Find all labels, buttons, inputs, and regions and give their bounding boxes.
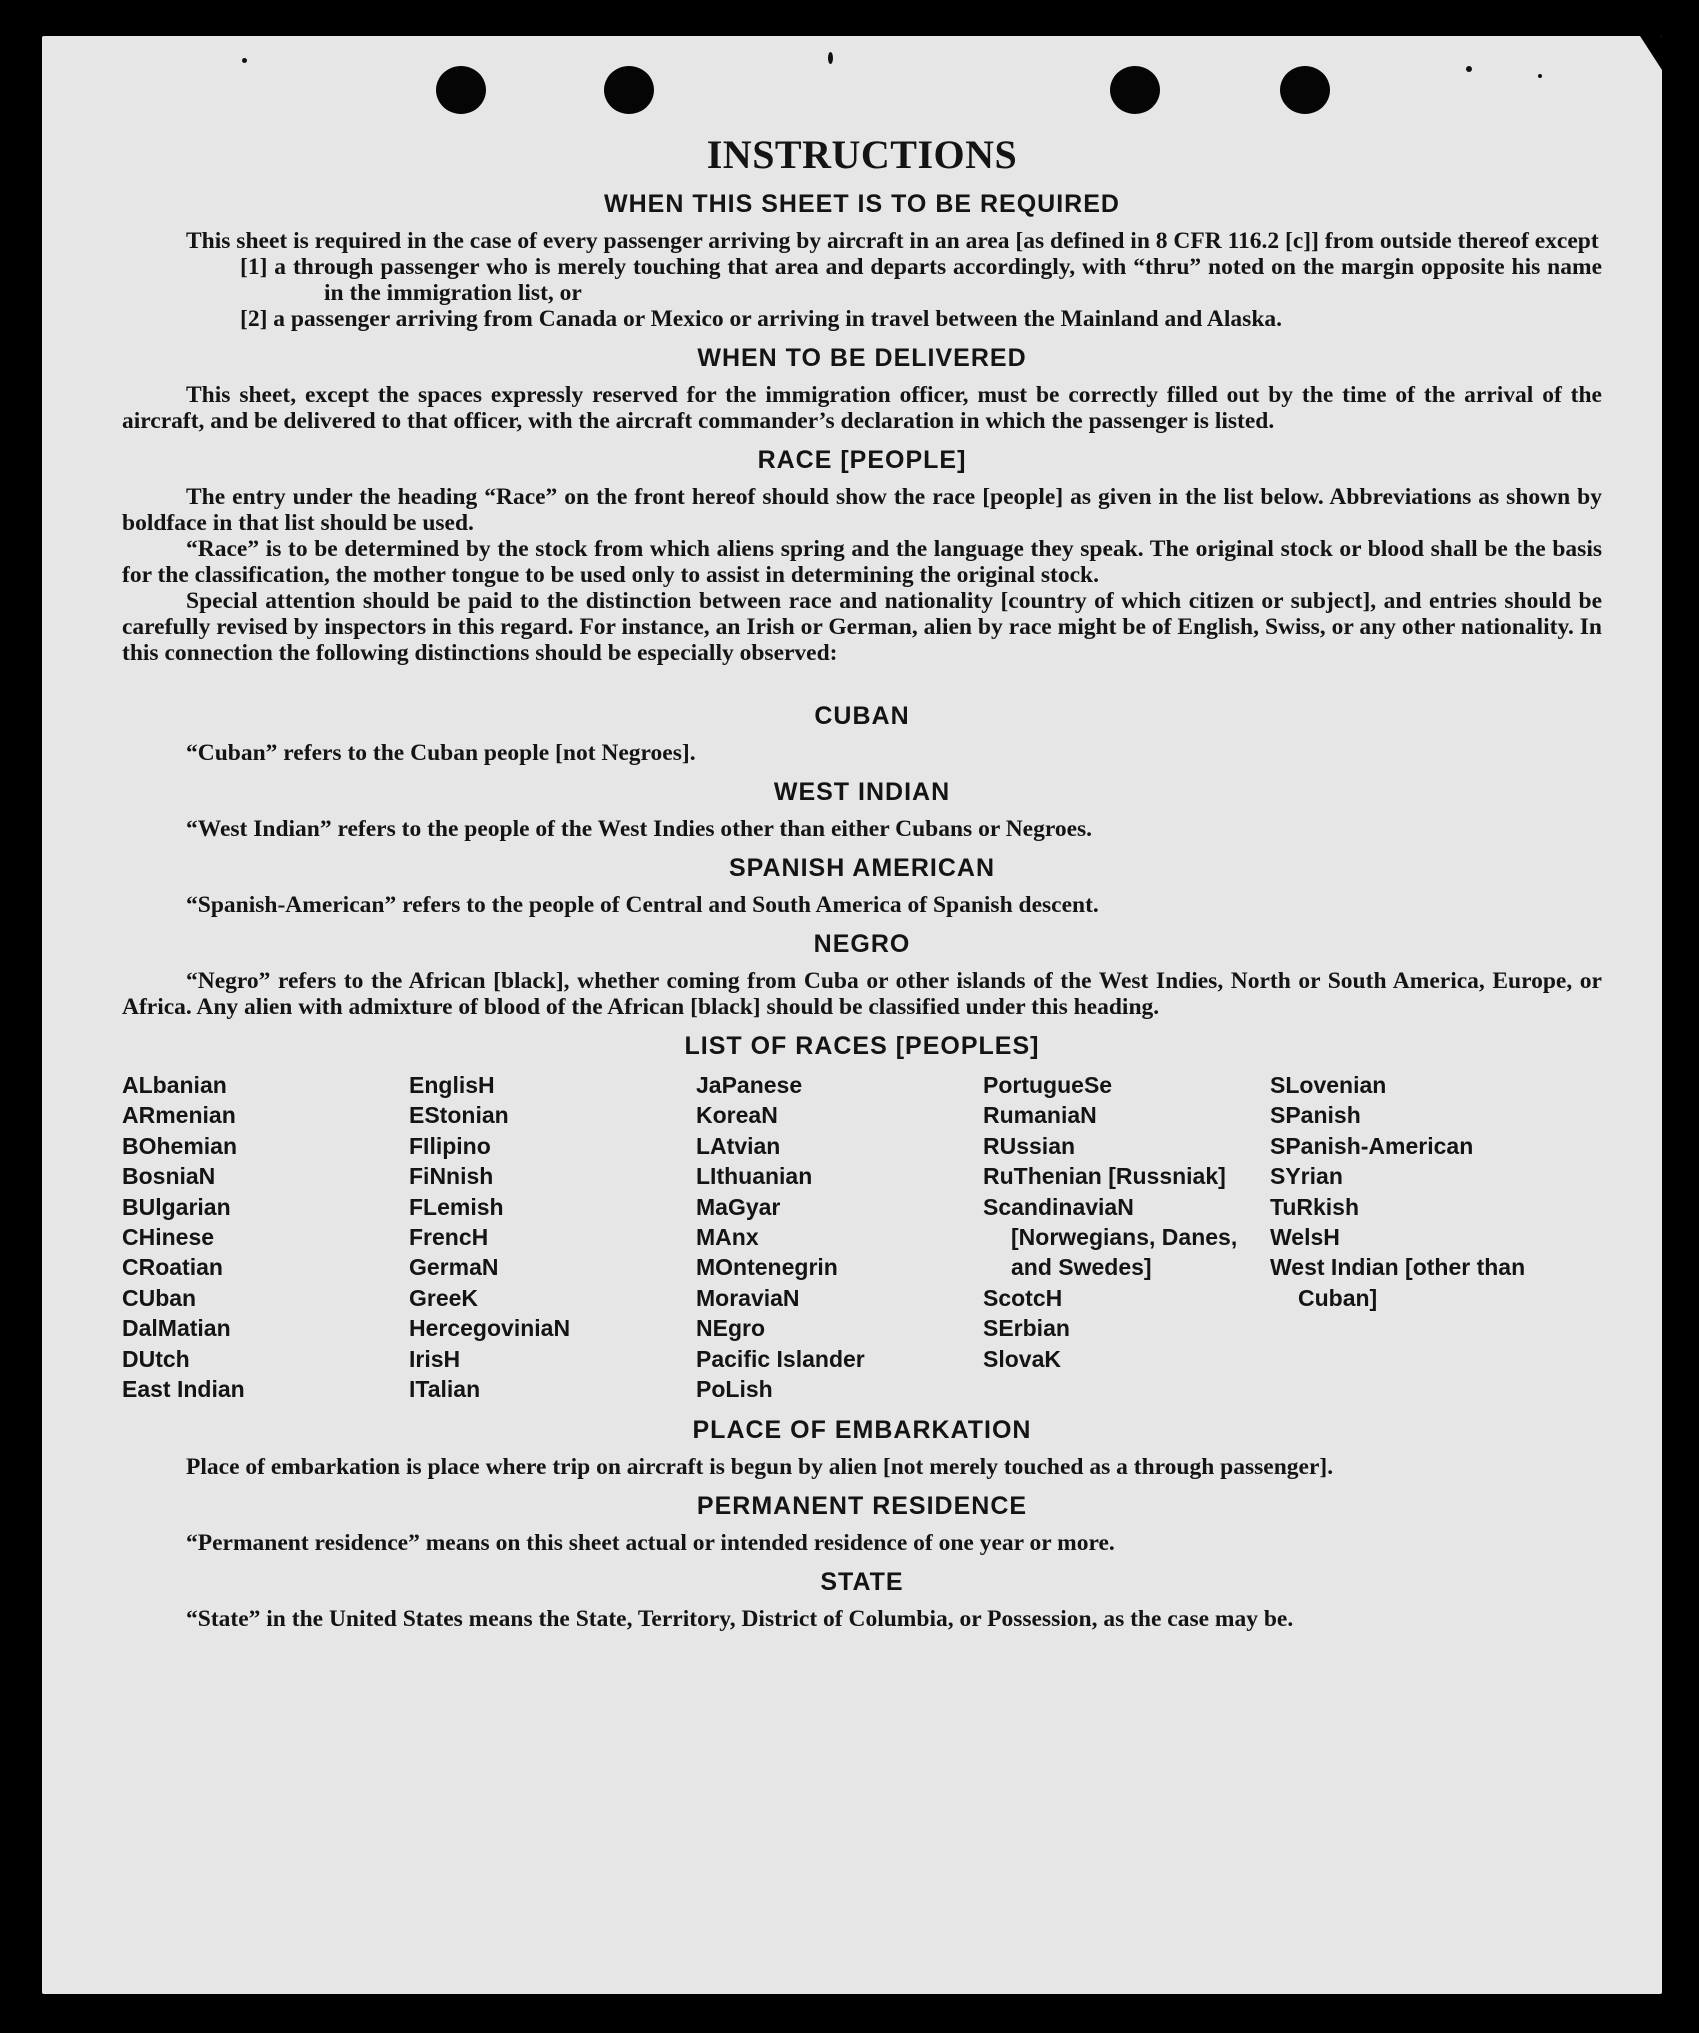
heading-cuban: CUBAN <box>814 702 910 730</box>
race-entry: EnglisH <box>409 1072 495 1098</box>
race-column <box>409 1070 696 1404</box>
race-entry: BosniaN <box>122 1163 216 1190</box>
speck <box>242 58 247 63</box>
punch-hole <box>604 66 654 114</box>
race-entry: LAtvian <box>696 1132 781 1159</box>
race-entry: ALbanian <box>122 1072 227 1098</box>
race-entry: FLemish <box>409 1193 504 1220</box>
when-required-intro: This sheet is required in the case of every passenger arriving by aircraft in an area [as defined in 8 CFR 116.2 [c]] from outside thereof except <box>186 228 1599 254</box>
heading-state: STATE <box>820 1568 904 1597</box>
heading-when-required: WHEN THIS SHEET IS TO BE REQUIRED <box>604 190 1120 218</box>
race-entry: MaGyar <box>696 1193 781 1220</box>
race-column <box>1270 1070 1557 1404</box>
west-indian-text: “West Indian” refers to the people of the West Indies other than either Cubans or Negroes. <box>186 816 1093 842</box>
race-entry: Pacific Islander <box>696 1345 865 1372</box>
race-entry: ITalian <box>409 1376 481 1403</box>
race-entry: SPanish <box>1270 1102 1361 1129</box>
race-entry: CRoatian <box>122 1254 223 1281</box>
race-paragraph: “Race” is to be determined by the stock from which aliens spring and the language they speak. The original stock or blood shall be the basis for the classification, the mother tongue to be used only to assist in determining the original stock. <box>122 536 1602 588</box>
race-paragraph: Special attention should be paid to the distinction between race and nationality [country of which citizen or subject], and entries should be carefully revised by inspectors in this regard. For instance, an Irish or German, alien by race might be of English, Swiss, or any other nationality. In this connection the following distinctions should be especially observed: <box>122 588 1602 666</box>
heading-negro: NEGRO <box>813 930 911 958</box>
page-title: INSTRUCTIONS <box>706 132 1018 177</box>
speck <box>1538 74 1542 78</box>
race-list <box>122 1070 1602 1404</box>
punch-hole <box>1280 66 1330 114</box>
exception-list <box>240 254 1602 332</box>
race-entry: SErbian <box>983 1315 1070 1342</box>
heading-west-indian: WEST INDIAN <box>773 778 951 806</box>
race-entry: ScandinaviaN [Norwegians, Danes, and Swedes] <box>983 1193 1238 1281</box>
race-entry: RumaniaN <box>983 1102 1097 1129</box>
race-entry: SPanish-American <box>1270 1132 1474 1159</box>
heading-when-delivered: WHEN TO BE DELIVERED <box>697 344 1027 372</box>
race-entry: RUssian <box>983 1132 1076 1159</box>
race-entry: CHinese <box>122 1224 215 1251</box>
race-entry: RuThenian [Russniak] <box>983 1163 1226 1190</box>
negro-text: “Negro” refers to the African [black], whether coming from Cuba or other islands of the West Indies, North or South America, Europe, or Africa. Any alien with admixture of blood of the African [black] should be classified under this heading. <box>122 968 1602 1020</box>
punch-hole <box>1110 66 1160 114</box>
race-entry: LIthuanian <box>696 1163 813 1190</box>
race-entry: ScotcH <box>983 1284 1063 1311</box>
race-entry: DUtch <box>122 1345 190 1372</box>
race-entry: PortugueSe <box>983 1072 1113 1098</box>
race-entry: NEgro <box>696 1315 765 1342</box>
race-entry: CUban <box>122 1284 197 1311</box>
race-paragraph: The entry under the heading “Race” on the front hereof should show the race [people] as given in the list below. Abbreviations as shown by boldface in that list should be used. <box>122 484 1602 536</box>
race-entry: HercegoviniaN <box>409 1315 571 1342</box>
when-delivered-text: This sheet, except the spaces expressly reserved for the immigration officer, must be correctly filled out by the time of the arrival of the aircraft, and be delivered to that officer, with the aircraft commander’s declaration in which the passenger is listed. <box>122 382 1602 434</box>
embarkation-text: Place of embarkation is place where trip on aircraft is begun by alien [not merely touched as a through passenger]. <box>186 1454 1334 1481</box>
exception-item: [1] a through passenger who is merely touching that area and departs accordingly, with “thru” noted on the margin opposite his name in the immigration list, or <box>240 254 1602 306</box>
race-entry: MOntenegrin <box>696 1254 838 1281</box>
race-entry: BOhemian <box>122 1132 238 1159</box>
heading-list-of-races: LIST OF RACES [PEOPLES] <box>684 1032 1040 1060</box>
race-column <box>122 1070 409 1404</box>
race-entry: WelsH <box>1270 1224 1340 1251</box>
punch-hole <box>436 66 486 114</box>
state-text: “State” in the United States means the State, Territory, District of Columbia, or Possession, as the case may be. <box>186 1606 1294 1633</box>
race-column <box>983 1070 1270 1404</box>
race-entry: FrencH <box>409 1224 489 1251</box>
permanent-residence-text: “Permanent residence” means on this sheet actual or intended residence of one year or more. <box>186 1530 1115 1557</box>
race-entry: ARmenian <box>122 1102 236 1129</box>
race-entry: BUlgarian <box>122 1193 231 1220</box>
race-entry: West Indian [other than Cuban] <box>1270 1254 1526 1311</box>
heading-spanish-american: SPANISH AMERICAN <box>728 854 995 882</box>
race-entry: MoraviaN <box>696 1284 800 1311</box>
race-entry: DalMatian <box>122 1315 231 1342</box>
race-entry: GreeK <box>409 1284 479 1311</box>
race-entry: SLovenian <box>1270 1072 1387 1098</box>
spanish-american-text: “Spanish-American” refers to the people of Central and South America of Spanish descent. <box>186 892 1099 918</box>
speck <box>1466 66 1472 72</box>
race-entry: TuRkish <box>1270 1193 1360 1220</box>
folded-corner <box>1640 36 1662 70</box>
race-entry: FIlipino <box>409 1132 491 1159</box>
race-entry: KoreaN <box>696 1102 778 1129</box>
document-page <box>42 36 1662 1994</box>
heading-race: RACE [PEOPLE] <box>757 446 967 474</box>
race-entry: IrisH <box>409 1345 461 1372</box>
race-entry: SlovaK <box>983 1345 1061 1372</box>
heading-embarkation: PLACE OF EMBARKATION <box>692 1416 1032 1445</box>
race-entry: East Indian <box>122 1376 245 1403</box>
cuban-text: “Cuban” refers to the Cuban people [not Negroes]. <box>186 740 696 766</box>
race-entry: FiNnish <box>409 1163 494 1190</box>
race-entry: SYrian <box>1270 1163 1343 1190</box>
instructions-content <box>122 132 1602 1632</box>
exception-item: [2] a passenger arriving from Canada or Mexico or arriving in travel between the Mainland and Alaska. <box>240 306 1283 332</box>
race-entry: EStonian <box>409 1102 509 1129</box>
speck <box>828 52 833 64</box>
heading-permanent-residence: PERMANENT RESIDENCE <box>696 1492 1028 1521</box>
race-column <box>696 1070 983 1404</box>
race-entry: JaPanese <box>696 1072 803 1098</box>
race-entry: GermaN <box>409 1254 499 1281</box>
race-entry: PoLish <box>696 1376 773 1403</box>
race-entry: MAnx <box>696 1224 759 1251</box>
